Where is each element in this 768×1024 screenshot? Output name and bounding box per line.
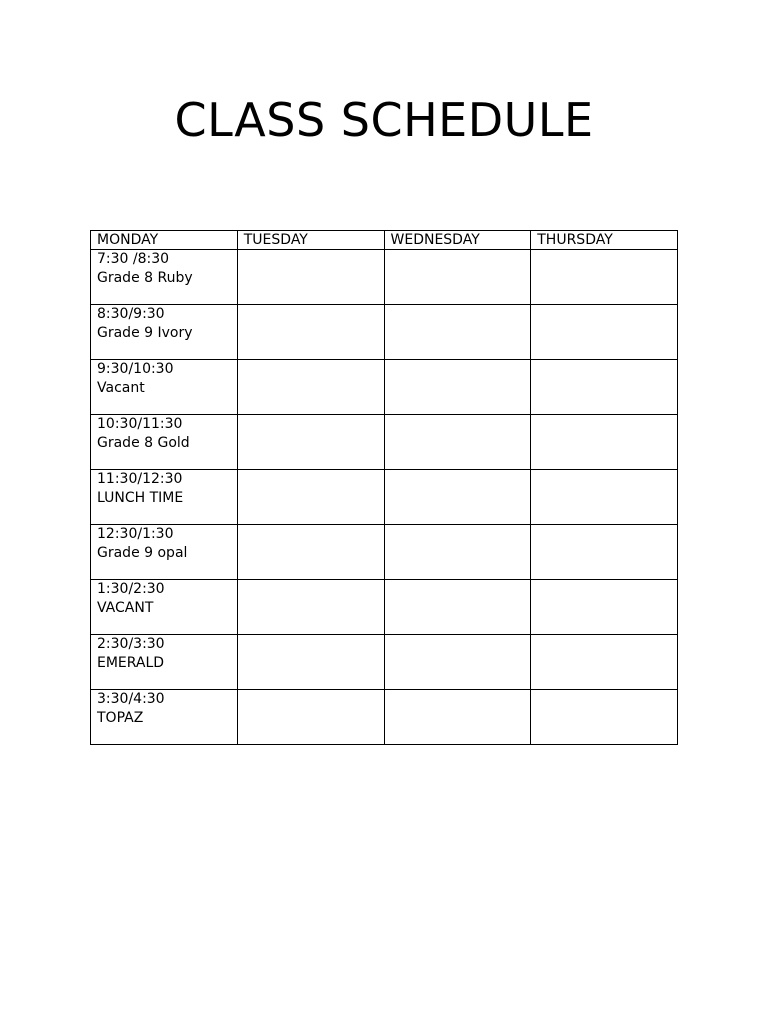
tuesday-cell	[237, 250, 384, 305]
slot-time: 9:30/10:30	[97, 361, 174, 377]
tuesday-cell	[237, 580, 384, 635]
monday-cell	[91, 690, 238, 745]
table-row	[91, 360, 678, 415]
monday-cell	[91, 635, 238, 690]
tuesday-cell	[237, 360, 384, 415]
thursday-cell	[531, 580, 678, 635]
slot-time: 11:30/12:30	[97, 471, 183, 487]
wednesday-cell	[384, 635, 531, 690]
table-row	[91, 580, 678, 635]
thursday-cell	[531, 525, 678, 580]
slot-time: 2:30/3:30	[97, 636, 165, 652]
monday-cell	[91, 360, 238, 415]
thursday-cell	[531, 305, 678, 360]
thursday-cell	[531, 360, 678, 415]
table-row	[91, 305, 678, 360]
thursday-cell	[531, 635, 678, 690]
thursday-cell	[531, 470, 678, 525]
slot-time: 1:30/2:30	[97, 581, 165, 597]
slot-class: TOPAZ	[97, 709, 144, 726]
monday-cell	[91, 580, 238, 635]
table-row	[91, 635, 678, 690]
wednesday-cell	[384, 360, 531, 415]
monday-cell	[91, 305, 238, 360]
slot-time: 7:30 /8:30	[97, 251, 170, 267]
schedule-table	[90, 230, 678, 745]
slot-class: VACANT	[97, 599, 154, 616]
thursday-cell	[531, 250, 678, 305]
wednesday-cell	[384, 525, 531, 580]
header-row	[91, 231, 678, 250]
slot-time: 12:30/1:30	[97, 526, 174, 542]
monday-cell	[91, 250, 238, 305]
page-title: CLASS SCHEDULE	[174, 93, 594, 147]
table-row	[91, 415, 678, 470]
slot-class: EMERALD	[97, 654, 165, 671]
column-header-tuesday: TUESDAY	[237, 231, 384, 250]
tuesday-cell	[237, 415, 384, 470]
table-row	[91, 470, 678, 525]
wednesday-cell	[384, 580, 531, 635]
slot-class: Vacant	[97, 379, 145, 396]
slot-class: LUNCH TIME	[97, 489, 184, 506]
slot-class: Grade 8 Ruby	[97, 269, 193, 286]
slot-class: Grade 8 Gold	[97, 434, 190, 451]
wednesday-cell	[384, 415, 531, 470]
monday-cell	[91, 470, 238, 525]
slot-time: 3:30/4:30	[97, 691, 165, 707]
column-header-wednesday: WEDNESDAY	[384, 231, 531, 250]
wednesday-cell	[384, 250, 531, 305]
wednesday-cell	[384, 690, 531, 745]
table-row	[91, 250, 678, 305]
monday-cell	[91, 525, 238, 580]
tuesday-cell	[237, 690, 384, 745]
thursday-cell	[531, 415, 678, 470]
tuesday-cell	[237, 525, 384, 580]
monday-cell	[91, 415, 238, 470]
slot-time: 8:30/9:30	[97, 306, 165, 322]
tuesday-cell	[237, 635, 384, 690]
tuesday-cell	[237, 305, 384, 360]
wednesday-cell	[384, 305, 531, 360]
column-header-thursday: THURSDAY	[531, 231, 678, 250]
slot-class: Grade 9 Ivory	[97, 324, 193, 341]
tuesday-cell	[237, 470, 384, 525]
wednesday-cell	[384, 470, 531, 525]
table-row	[91, 690, 678, 745]
slot-class: Grade 9 opal	[97, 544, 188, 561]
slot-time: 10:30/11:30	[97, 416, 183, 432]
column-header-monday: MONDAY	[91, 231, 238, 250]
thursday-cell	[531, 690, 678, 745]
table-row	[91, 525, 678, 580]
